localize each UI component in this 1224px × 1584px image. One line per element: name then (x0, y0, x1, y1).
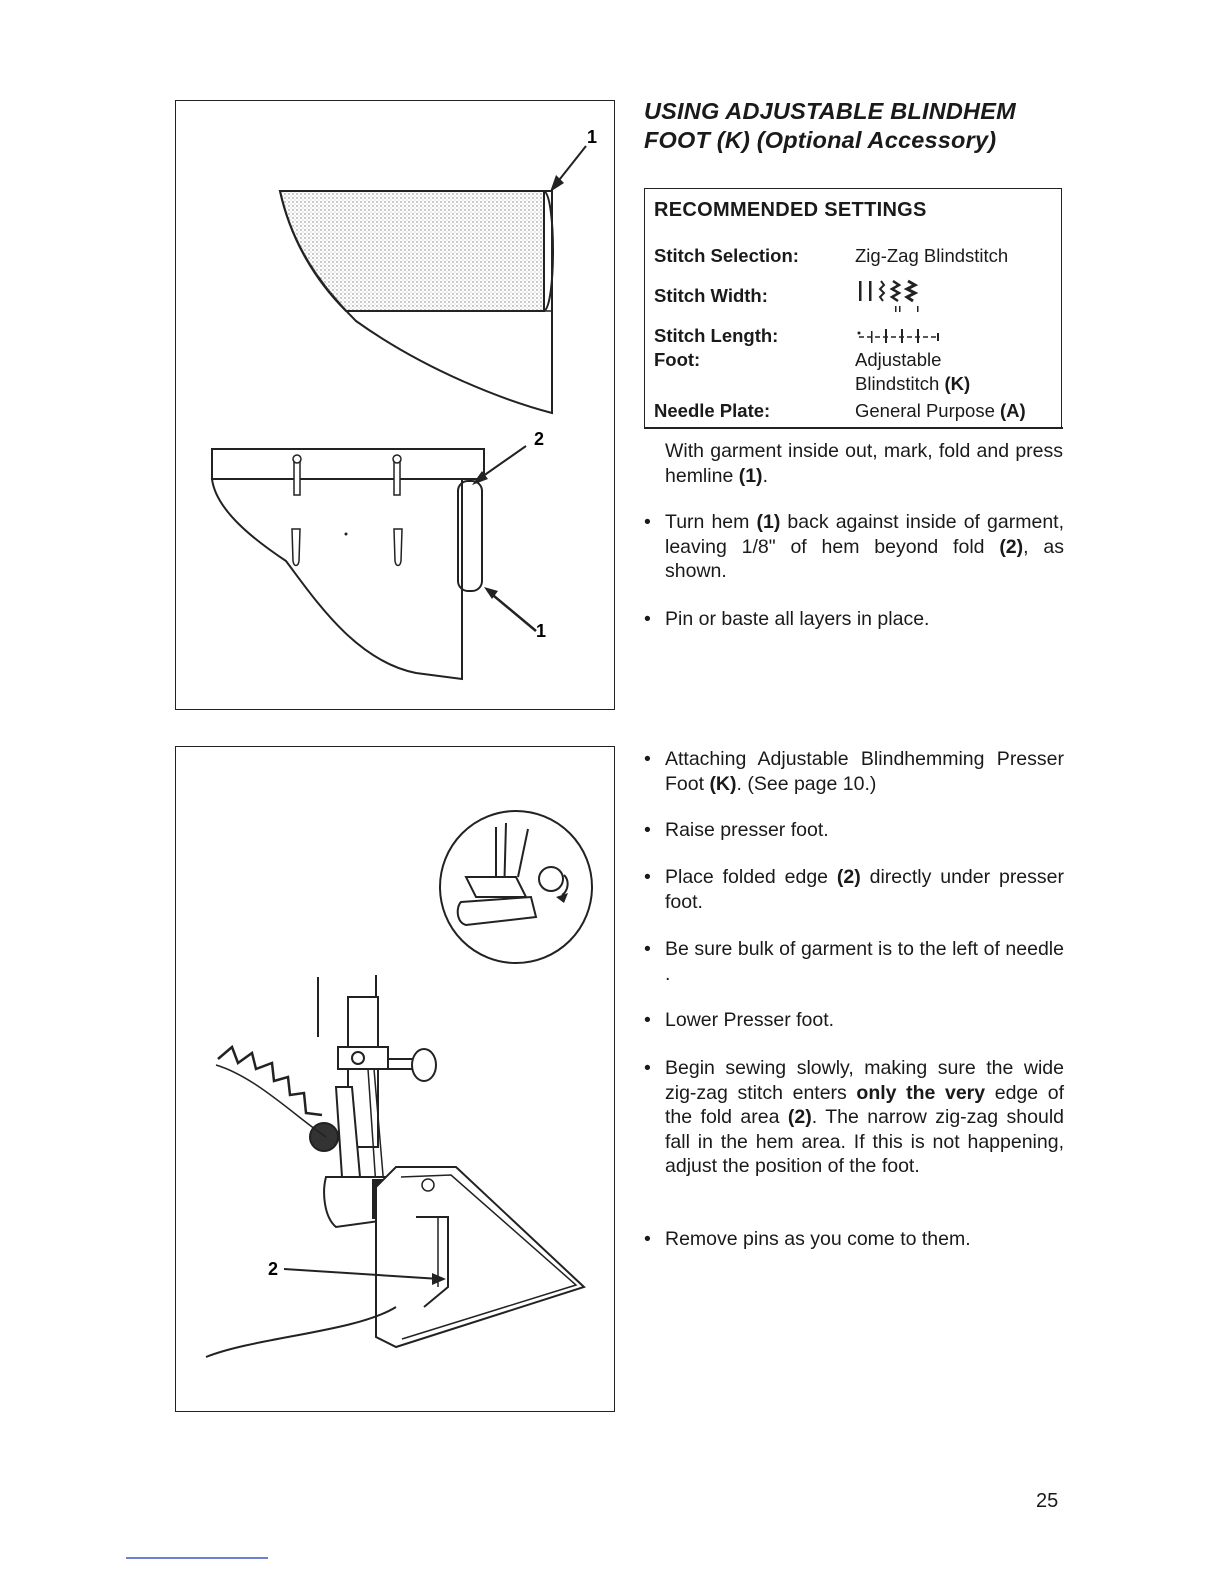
bullet-text: Lower Presser foot. (665, 1009, 835, 1031)
bullet-raise-foot (644, 818, 1064, 843)
stitch-length-icon (855, 323, 965, 347)
stitch-selection-value: Zig-Zag Blindstitch (855, 245, 1009, 266)
bullet-turn-hem (644, 510, 1064, 584)
settings-bottom-border (644, 427, 1063, 429)
callout-2: 2 (534, 429, 545, 449)
bullet-text: Place folded edge (2) directly under presser foot. (665, 866, 1064, 913)
foot-label: Foot: (654, 349, 701, 370)
foot-value-line2 (855, 372, 970, 396)
needle-plate-code: (A) (1000, 400, 1026, 421)
stitch-width-icon (855, 279, 965, 315)
callout-arrow-1b (488, 591, 536, 631)
bullet-dot: • (644, 608, 651, 630)
callout-1-bottom: 1 (536, 621, 547, 641)
bullet-attach-foot (644, 747, 1064, 796)
intro-paragraph (665, 439, 1063, 488)
recommended-settings-box (644, 188, 1062, 429)
section-title (644, 97, 1084, 155)
upper-fabric (280, 191, 553, 413)
bullet-text: Pin or baste all layers in place. (665, 608, 930, 630)
callout-2-fig2: 2 (268, 1259, 279, 1279)
intro-text: With garment inside out, mark, fold and press hemline (665, 440, 1063, 487)
bullet-dot: • (644, 748, 651, 770)
bullet-pin-baste (644, 607, 1064, 632)
pin-top-left (293, 455, 301, 495)
bullet-place-edge (644, 865, 1064, 914)
bullet-bulk-left (644, 937, 1064, 986)
title-line-2: FOOT (K) (Optional Accessory) (644, 127, 997, 153)
pin-top-right (393, 455, 401, 495)
sewing-foot-illustration (176, 747, 614, 1411)
figure-hem-folding (175, 100, 615, 710)
hem-fold-illustration (176, 101, 614, 709)
intro-end: . (762, 464, 768, 487)
bullet-text: Raise presser foot. (665, 819, 829, 841)
bullet-lower-foot (644, 1008, 1064, 1033)
needle-plate (376, 1167, 584, 1347)
foot-value-text: Blindstitch (855, 373, 945, 394)
stitch-width-label: Stitch Width: (654, 285, 768, 306)
footer-link-underline (126, 1557, 268, 1559)
bullet-text: Turn hem (1) back against inside of garment, leaving 1/8" of hem beyond fold (2), as shown. (665, 511, 1064, 582)
foot-value-code: (K) (944, 373, 971, 394)
inset-detail-circle (440, 811, 592, 963)
figure-sewing-machine-foot (175, 746, 615, 1412)
bullet-dot: • (644, 1057, 651, 1079)
foot-value (855, 348, 970, 396)
bullet-text: Remove pins as you come to them. (665, 1228, 971, 1250)
bullet-dot: • (644, 511, 651, 533)
bullet-dot: • (644, 1009, 651, 1031)
page-number: 25 (1036, 1490, 1059, 1512)
needle-plate-text: General Purpose (855, 400, 1001, 421)
intro-ref: (1) (738, 464, 763, 487)
foot-value-line1: Adjustable (855, 349, 942, 370)
stitch-selection-label: Stitch Selection: (654, 245, 799, 266)
stitch-length-label: Stitch Length: (654, 325, 779, 346)
lower-fabric (212, 449, 484, 679)
bullet-dot: • (644, 819, 651, 841)
bullet-remove-pins (644, 1227, 1064, 1252)
bullet-text: Attaching Adjustable Blindhemming Presser Foot (K). (See page 10.) (665, 748, 1064, 795)
bullet-begin-sewing (644, 1056, 1064, 1179)
pin-bottom-left (292, 529, 300, 566)
needle-plate-value (855, 399, 1026, 423)
pin-bottom-right (394, 529, 402, 566)
bullet-text: Be sure bulk of garment is to the left of needle . (665, 938, 1064, 985)
bullet-dot: • (644, 1228, 651, 1250)
bullet-dot: • (644, 866, 651, 888)
settings-heading: RECOMMENDED SETTINGS (654, 199, 927, 221)
callout-1-top: 1 (587, 127, 598, 147)
bullet-text: Begin sewing slowly, making sure the wide zig-zag stitch enters only the very edge of the fold area (2). The narrow zig-zag should fall in the hem area. If this is not happening, adjust the position of the foot. (665, 1057, 1065, 1177)
title-line-1: USING ADJUSTABLE BLINDHEM (644, 98, 1016, 124)
needle-plate-label: Needle Plate: (654, 400, 771, 421)
bullet-dot: • (644, 938, 651, 960)
